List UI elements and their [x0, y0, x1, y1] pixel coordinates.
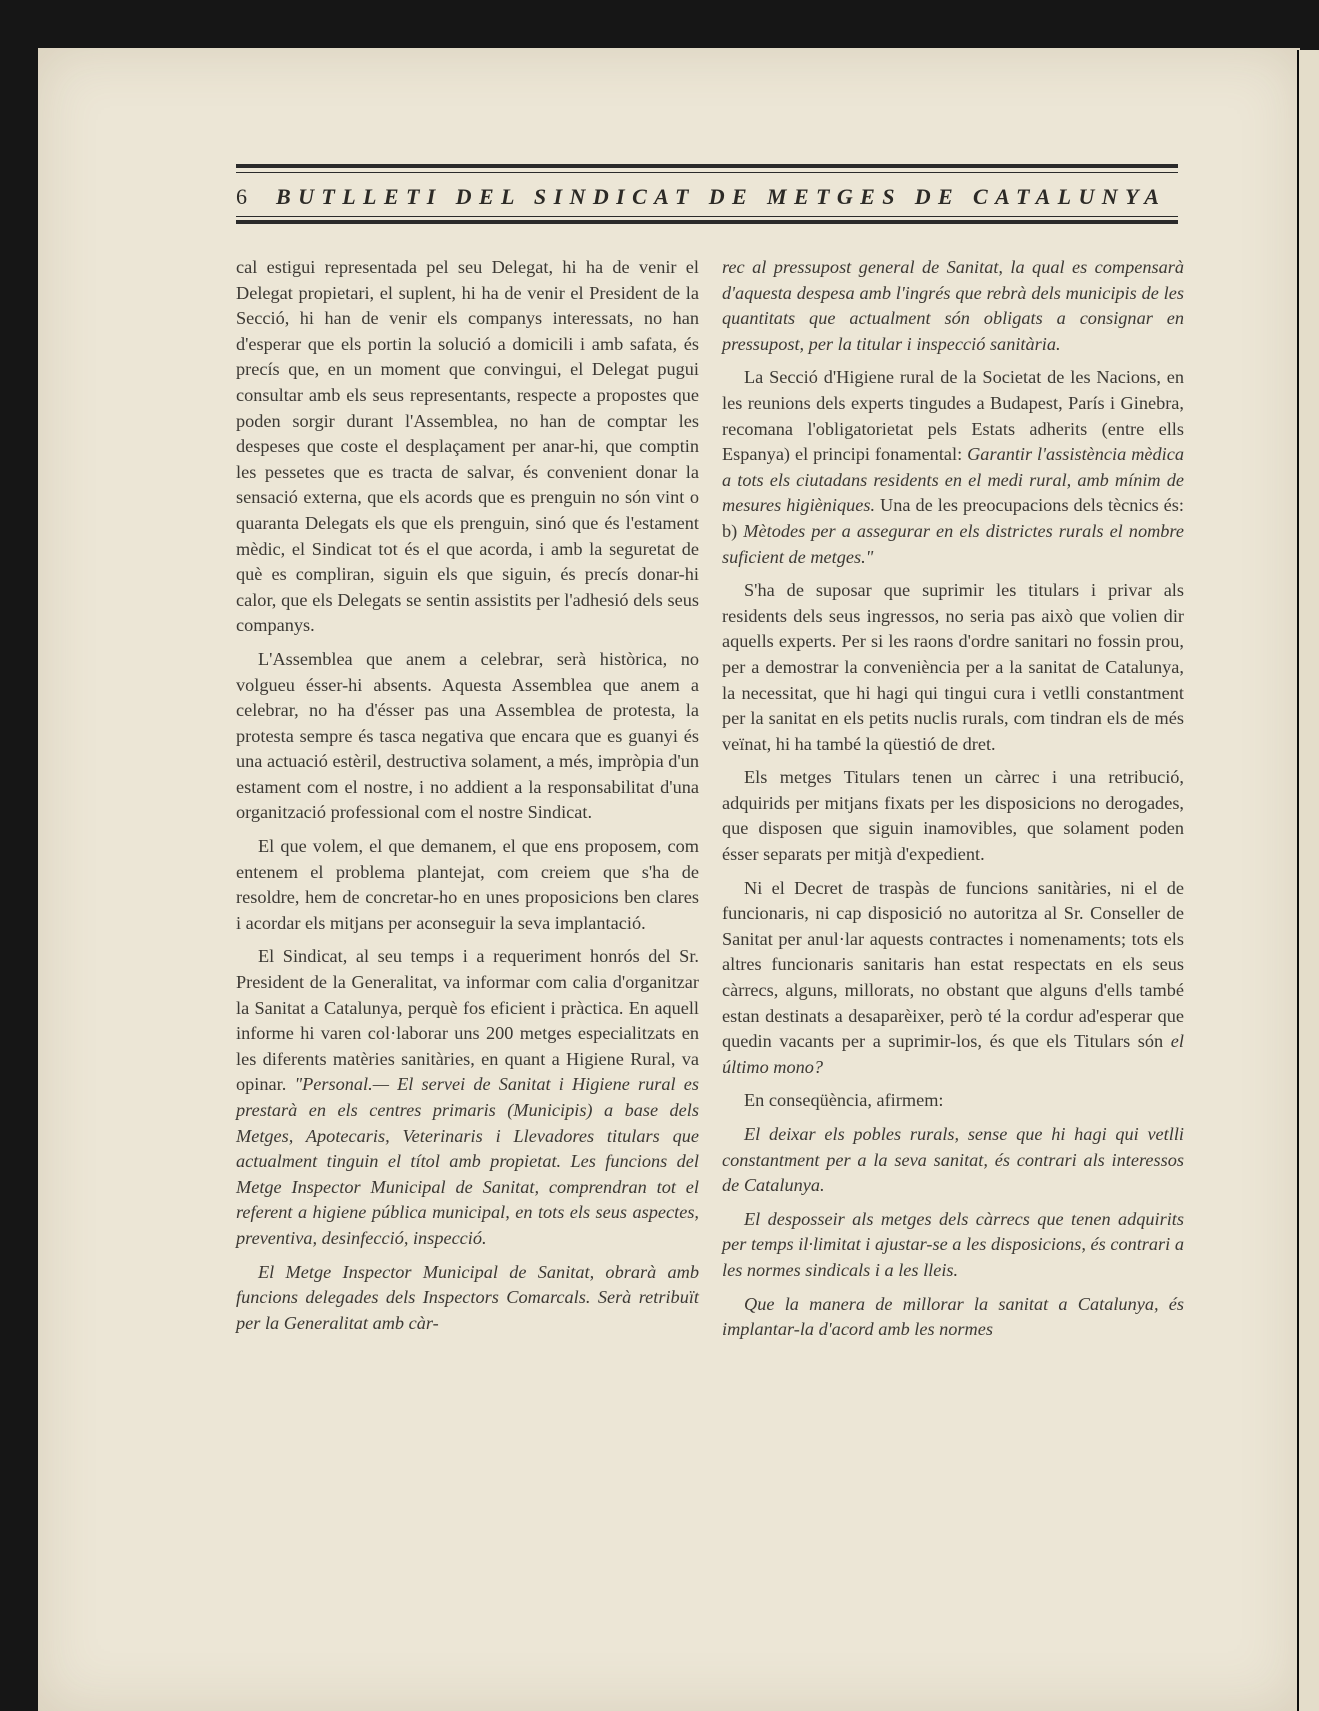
- right-paragraph-2-text-2: Una de les preocupacions dels tècnics és: b): [722, 495, 1184, 541]
- header-rule-top-thick: [236, 164, 1178, 168]
- left-paragraph-4-text: El Sindicat, al seu temps i a requeriment honrós del Sr. President de la Generalitat, va informar com calia d'organitzar la Sanitat a Catalunya, perquè fos eficient i pràctica. En aquell informe hi varen col·laborar uns 200 metges especialitzats en les diferents matèries sanitàries, en quant a Higiene Rural, va opinar.: [236, 946, 699, 1095]
- journal-title: BUTLLETI DEL SINDICAT DE METGES DE CATALUNYA: [276, 184, 1167, 209]
- right-paragraph-2-text: La Secció d'Higiene rural de la Societat de les Nacions, en les reunions dels experts tingudes a Budapest, París i Ginebra, recomana l'obligatorietat pels Estats adherits (entre ells Espanya) el principi fonamental:: [722, 367, 1184, 465]
- header-rule-bottom-thick: [236, 220, 1178, 224]
- right-paragraph-1: rec al pressupost general de Sanitat, la qual es compensarà d'aquesta despesa amb l'ingrés que rebrà dels municipis de les quantitats que actualment són obligats a consignar en pressupost, per la titular i inspecció sanitària.: [722, 257, 1184, 354]
- right-paragraph-5-quote: el último mono?: [722, 1031, 1184, 1077]
- left-paragraph-4-quote: "Personal.— El servei de Sanitat i Higiene rural es prestarà en els centres primaris (Municipis) a base dels Metges, Apotecaris, Veterinaris i Llevadores titulars que actualment tinguin el títol amb propietat. Les funcions del Metge Inspector Municipal de Sanitat, comprendran tot el referent a higiene pública municipal, en tots els seus aspectes, preventiva, desinfecció, inspecció.: [236, 1074, 699, 1248]
- header-rule-bottom-thin: [236, 216, 1178, 217]
- right-paragraph-4: Els metges Titulars tenen un càrrec i una retribució, adquirids per mitjans fixats per les disposicions no derogades, que disposen que siguin inamovibles, que solament poden ésser separats per mitjà d'expedient.: [722, 767, 1184, 865]
- right-paragraph-2-quote: Garantir l'assistència mèdica a tots els ciutadans residents en el medi rural, amb mínim de mesures higièniques.: [722, 444, 1184, 516]
- right-paragraph-7: El deixar els pobles rurals, sense que hi hagi qui vetlli constantment per a la seva sanitat, és contrari als interessos de Catalunya.: [722, 1124, 1184, 1196]
- running-head: [236, 182, 1178, 212]
- right-paragraph-2: [722, 365, 1184, 570]
- facing-page-edge: [1297, 50, 1319, 1711]
- right-column: [722, 255, 1184, 1351]
- right-paragraph-8: El desposseir als metges dels càrrecs que tenen adquirits per temps il·limitat i ajustar-se a les disposicions, és contrari a les normes sindicals i a les lleis.: [722, 1208, 1184, 1280]
- left-paragraph-3: El que volem, el que demanem, el que ens proposem, com entenem el problema plantejat, com creiem que s'ha de resoldre, hem de concretar-ho en unes proposicions ben clares i acordar els mitjans per aconseguir la seva implantació.: [236, 836, 699, 933]
- left-paragraph-1: cal estigui representada pel seu Delegat, hi ha de venir el Delegat propietari, el suplent, hi ha de venir el President de la Secció, hi han de venir els companys interessats, no han d'esperar que els portin la solució a domicili i amb safata, és precís que, en un moment que convingui, el Delegat pugui consultar amb els seus representants, respecte a propostes que poden sorgir durant l'Assemblea, no han de comptar les despeses que coste el desplaçament per anar-hi, que comptin les pessetes que es tracta de salvar, és convenient donar la sensació externa, que els acords que es prenguin no són vint o quaranta Delegats els que els prenguin, sinó que és l'estament mèdic, el Sindicat tot és el que acorda, i amb la seguretat de què es compliran, siguin els que siguin, és precís donar-hi calor, que els Delegats se sentin assistits per l'adhesió dels seus companys.: [236, 257, 699, 636]
- right-paragraph-6: En conseqüència, afirmem:: [744, 1090, 944, 1111]
- left-paragraph-5: El Metge Inspector Municipal de Sanitat, obrarà amb funcions delegades dels Inspectors Comarcals. Serà retribuït per la Generalitat amb càr-: [236, 1261, 699, 1333]
- right-paragraph-5: [722, 876, 1184, 1081]
- right-paragraph-9: Que la manera de millorar la sanitat a Catalunya, és implantar-la d'acord amb les normes: [722, 1293, 1184, 1340]
- left-paragraph-4: [236, 944, 699, 1251]
- right-paragraph-3: S'ha de suposar que suprimir les titulars i privar als residents dels seus ingressos, no seria pas això que volien dir aquells experts. Per si les raons d'ordre sanitari no fossin prou, per a demostrar la conveniència per a la sanitat de Catalunya, la necessitat, que hi hagi qui tingui cura i vetlli constantment per la sanitat en els petits nuclis rurals, com tindran els de més veïnat, hi ha també la qüestió de dret.: [722, 580, 1184, 754]
- page-number: 6: [236, 184, 247, 209]
- left-column: [236, 255, 699, 1344]
- left-paragraph-2: L'Assemblea que anem a celebrar, serà històrica, no volgueu ésser-hi absents. Aquesta Assemblea que anem a celebrar, no ha d'ésser pas una Assemblea de protesta, la protesta sempre és tasca negativa que encara que es guanyi és una actuació estèril, destructiva solament, a més, impròpia d'un estament com el nostre, i no addient a la responsabilitat d'una organització professional com el nostre Sindicat.: [236, 648, 699, 823]
- right-paragraph-2-quote-2: Mètodes per a assegurar en els districtes rurals el nombre suficient de metges.": [722, 520, 1184, 567]
- right-paragraph-5-text: Ni el Decret de traspàs de funcions sanitàries, ni el de funcionaris, ni cap disposició no autoritza al Sr. Conseller de Sanitat per anul·lar aquests contractes i nomenaments; tots els altres funcionaris sanitaris han estat respectats en els seus càrrecs, alguns, millorats, no obstant que alguns d'ells també estan destinats a desaparèixer, però té la cordur ad'esperar que quedin vacants per a suprimir-los, és que els Titulars són: [722, 877, 1184, 1052]
- header-rule-top-thin: [236, 172, 1178, 173]
